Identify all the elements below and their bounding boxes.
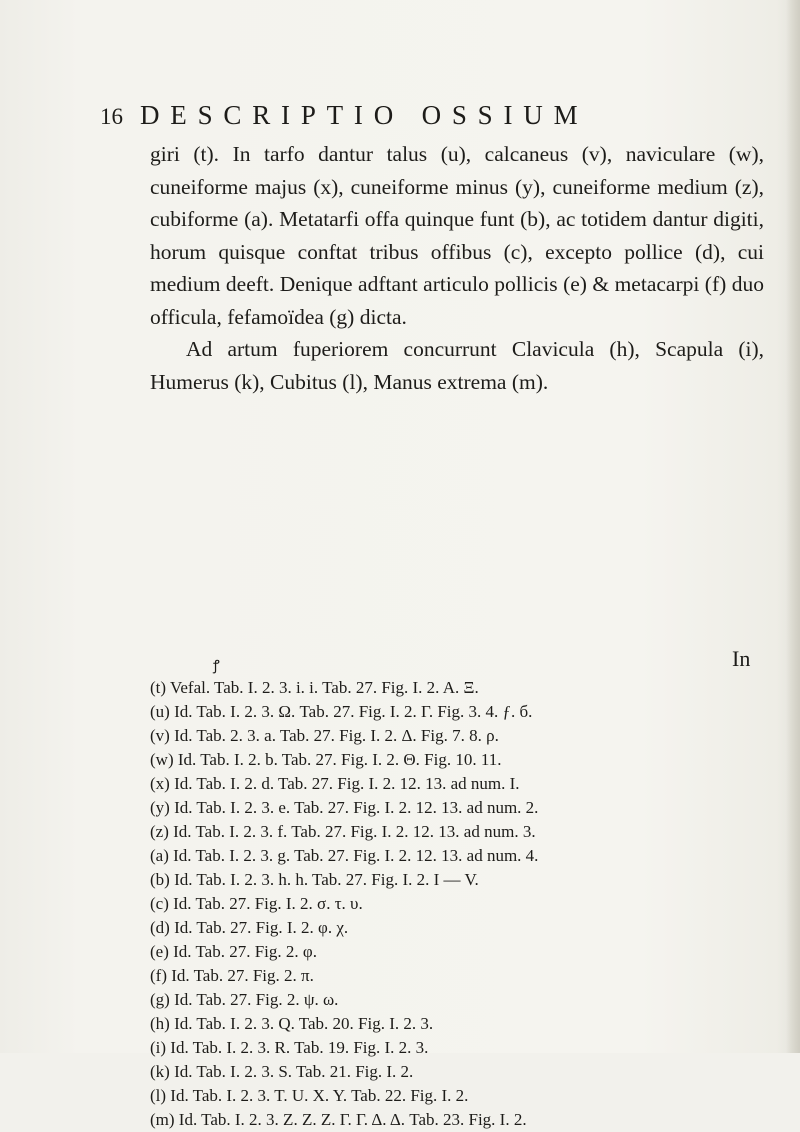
- footnote: (a) Id. Tab. I. 2. 3. g. Tab. 27. Fig. I. 2. 12. 13. ad num. 4.: [150, 846, 539, 865]
- footnote: (b) Id. Tab. I. 2. 3. h. h. Tab. 27. Fig. I. 2. I — V.: [150, 870, 479, 889]
- footnote: (h) Id. Tab. I. 2. 3. Q. Tab. 20. Fig. I. 2. 3.: [150, 1014, 434, 1033]
- footnote: (e) Id. Tab. 27. Fig. 2. φ.: [150, 942, 317, 961]
- footnote: (k) Id. Tab. I. 2. 3. S. Tab. 21. Fig. I. 2.: [150, 1062, 414, 1081]
- paragraph: giri (t). In tarfo dantur talus (u), calcaneus (v), naviculare (w), cuneiforme majus (x), cuneiforme minus (y), cuneiforme medium (z), cubiforme (a). Metatarfi offa quinque funt (b), ac totidem dantur digiti, horum quisque conftat tribus offibus (c), excepto pollice (d), cui medium deeft. Denique adftant articulo pollicis (e) & metacarpi (f) duo officula, fefamoïdea (g) dicta.: [150, 142, 764, 329]
- footnote: (l) Id. Tab. I. 2. 3. T. U. X. Y. Tab. 22. Fig. I. 2.: [150, 1086, 469, 1105]
- printer-mark: ꝭ: [213, 659, 220, 674]
- footnotes: [150, 676, 770, 1132]
- footnote: (x) Id. Tab. I. 2. d. Tab. 27. Fig. I. 2. 12. 13. ad num. I.: [150, 774, 520, 793]
- page-number: 16: [100, 104, 123, 129]
- footnote: (m) Id. Tab. I. 2. 3. Z. Z. Z. Γ. Γ. Δ. Δ. Tab. 23. Fig. I. 2.: [150, 1110, 527, 1129]
- footnote: (g) Id. Tab. 27. Fig. 2. ψ. ω.: [150, 990, 339, 1009]
- footnote: (c) Id. Tab. 27. Fig. I. 2. σ. τ. υ.: [150, 894, 363, 913]
- footnote: (w) Id. Tab. I. 2. b. Tab. 27. Fig. I. 2. Θ. Fig. 10. 11.: [150, 750, 502, 769]
- catchword: In: [732, 646, 751, 671]
- footnote: (t) Vefal. Tab. I. 2. 3. i. i. Tab. 27. Fig. I. 2. A. Ξ.: [150, 678, 479, 697]
- footnote: (i) Id. Tab. I. 2. 3. R. Tab. 19. Fig. I. 2. 3.: [150, 1038, 429, 1057]
- footnote: (v) Id. Tab. 2. 3. a. Tab. 27. Fig. I. 2. Δ. Fig. 7. 8. ρ.: [150, 726, 499, 745]
- paragraph: Ad artum fuperiorem concurrunt Clavicula (h), Scapula (i), Humerus (k), Cubitus (l), Manus extrema (m).: [150, 337, 764, 394]
- footnote: (u) Id. Tab. I. 2. 3. Ω. Tab. 27. Fig. I. 2. Γ. Fig. 3. 4. ƒ. б.: [150, 702, 533, 721]
- main-text: [150, 138, 764, 398]
- footnote: (z) Id. Tab. I. 2. 3. f. Tab. 27. Fig. I. 2. 12. 13. ad num. 3.: [150, 822, 536, 841]
- footnote: (d) Id. Tab. 27. Fig. I. 2. φ. χ.: [150, 918, 349, 937]
- running-title: DESCRIPTIO OSSIUM: [140, 100, 589, 130]
- page-edge: [786, 0, 800, 1053]
- page-header: [100, 100, 760, 134]
- footnote: (f) Id. Tab. 27. Fig. 2. π.: [150, 966, 314, 985]
- footnote: (y) Id. Tab. I. 2. 3. e. Tab. 27. Fig. I. 2. 12. 13. ad num. 2.: [150, 798, 539, 817]
